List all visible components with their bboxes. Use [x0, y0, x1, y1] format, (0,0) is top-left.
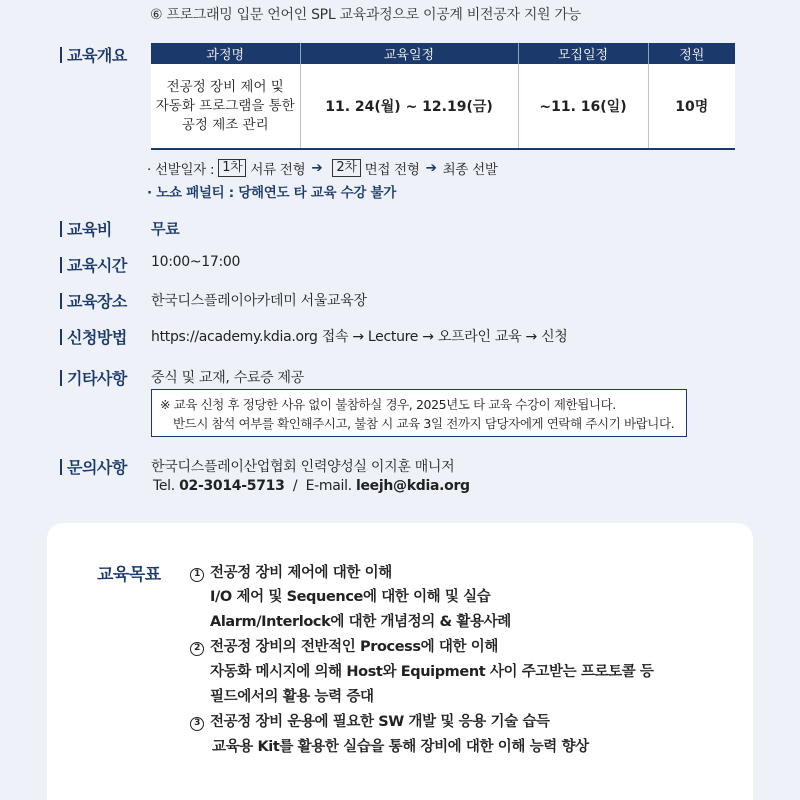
number-circle-icon: 2: [190, 642, 204, 656]
overview-table: [151, 43, 735, 150]
course-name: [151, 64, 300, 149]
apply-label: 신청방법: [60, 325, 127, 348]
place-label: 교육장소: [60, 289, 127, 312]
schedule-cell: 11. 24(월) ~ 12.19(금): [300, 64, 518, 149]
goal-2a: 자동화 메시지에 의해 Host와 Equipment 사이 주고받는 프로토콜 등: [210, 664, 654, 680]
table-row: [151, 64, 735, 149]
tel-value[interactable]: 02-3014-5713: [179, 478, 285, 494]
step1-label: 서류 전형: [250, 162, 306, 178]
step1-badge: 1차: [218, 159, 246, 177]
contact-label: 문의사항: [60, 455, 127, 478]
email-value[interactable]: leejh@kdia.org: [355, 478, 470, 494]
header-recruit: 모집일정: [518, 43, 648, 64]
time-label: 교육시간: [60, 253, 127, 276]
notice-line: 반드시 참석 여부를 확인해주시고, 불참 시 교육 3일 전까지 담당자에게 연락해 주시기 바랍니다.: [173, 416, 675, 431]
step2-badge: 2차: [332, 159, 360, 177]
selection-steps: [147, 158, 498, 178]
step2-label: 면접 전형: [364, 162, 420, 178]
separator: /: [292, 478, 298, 494]
fee-label: 교육비: [60, 217, 112, 240]
goal-text: 전공정 장비의 전반적인 Process에 대한 이해: [210, 639, 498, 655]
goal-2: [190, 635, 498, 656]
goal-text: 전공정 장비 운용에 필요한 SW 개발 및 응용 기술 습득: [210, 714, 550, 730]
arrow-icon: ➔: [425, 160, 437, 176]
goal-1b: Alarm/Interlock에 대한 개념정의 & 활용사례: [210, 614, 511, 630]
goal-2b: 필드에서의 활용 능력 증대: [210, 689, 374, 705]
notice-line: ※ 교육 신청 후 정당한 사유 없이 불참하실 경우, 2025년도 타 교육 수강이 제한됩니다.: [160, 397, 616, 412]
goal-text: 전공정 장비 제어에 대한 이해: [210, 565, 392, 581]
course-line: 공정 제조 관리: [181, 116, 269, 133]
header-schedule: 교육일정: [300, 43, 518, 64]
no-show-penalty: · 노쇼 패널티 : 당해연도 타 교육 수강 불가: [147, 185, 396, 201]
capacity-cell: 10명: [648, 64, 735, 149]
header-capacity: 정원: [648, 43, 735, 64]
selection-prefix: · 선발일자 :: [147, 162, 215, 178]
email-prefix: E-mail.: [305, 478, 352, 494]
etc-value: 중식 및 교재, 수료증 제공: [151, 370, 304, 386]
notice-box: [151, 389, 687, 437]
header-course: 과정명: [151, 43, 300, 64]
recruit-cell: ~11. 16(일): [518, 64, 648, 149]
top-note: ⑥ 프로그래밍 입문 언어인 SPL 교육과정으로 이공계 비전공자 지원 가능: [150, 7, 581, 23]
contact-line: [153, 478, 470, 494]
step3-label: 최종 선발: [442, 162, 498, 178]
goal-1: [190, 561, 392, 582]
fee-value: 무료: [151, 220, 180, 238]
arrow-icon: ➔: [311, 160, 323, 176]
course-line: 자동화 프로그램을 통한: [155, 97, 295, 114]
goal-3a: 교육용 Kit를 활용한 실습을 통해 장비에 대한 이해 능력 향상: [212, 739, 589, 755]
tel-prefix: Tel.: [153, 478, 175, 494]
course-line: 전공정 장비 제어 및: [166, 78, 284, 95]
contact-name: 한국디스플레이산업협회 인력양성실 이지훈 매니저: [151, 459, 455, 475]
number-circle-icon: 1: [190, 568, 204, 582]
time-value: 10:00~17:00: [151, 254, 241, 270]
place-value: 한국디스플레이아카데미 서울교육장: [151, 293, 367, 309]
apply-value[interactable]: https://academy.kdia.org 접속 → Lecture → 오프라인 교육 → 신청: [151, 329, 568, 345]
goals-label: 교육목표: [97, 565, 161, 585]
etc-label: 기타사항: [60, 366, 127, 389]
goal-3: [190, 710, 550, 731]
number-circle-icon: 3: [190, 717, 204, 731]
overview-label: 교육개요: [60, 43, 127, 66]
goal-1a: I/O 제어 및 Sequence에 대한 이해 및 실습: [210, 589, 491, 605]
